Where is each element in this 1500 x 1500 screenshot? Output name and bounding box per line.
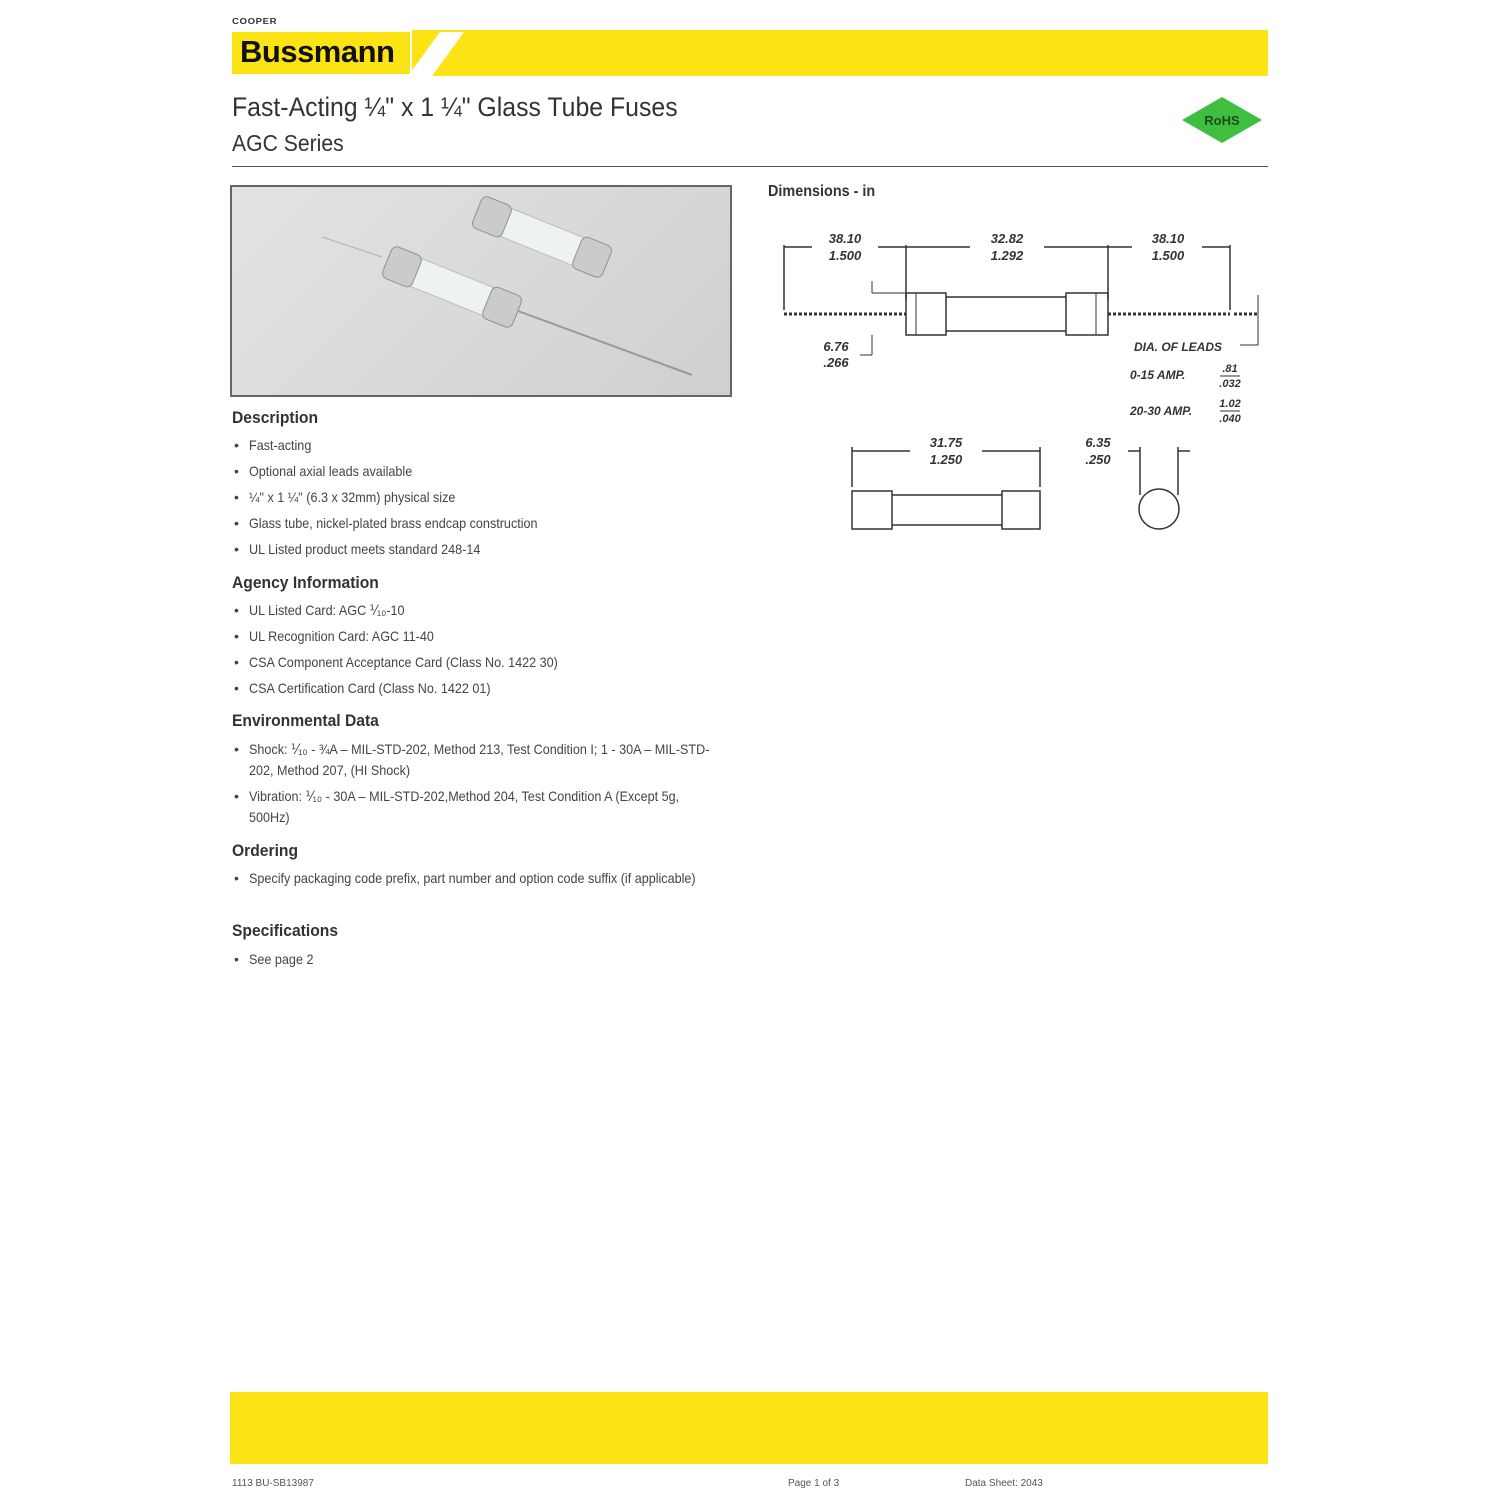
list-item: • Glass tube, nickel-plated brass endcap construction <box>232 513 722 534</box>
list-item: • Vibration: ⅟₁₀ - 30A – MIL-STD-202,Method 204, Test Condition A (Except 5g, 500Hz) <box>232 786 722 828</box>
fuse-front-icon <box>381 245 524 329</box>
svg-text:1.500: 1.500 <box>828 248 862 263</box>
svg-text:0-15 AMP.: 0-15 AMP. <box>1130 368 1186 382</box>
fuse-back-icon <box>471 195 614 279</box>
list-item: • See page 2 <box>232 949 722 970</box>
footer-doc-id: 1113 BU-SB13987 <box>232 1478 314 1489</box>
svg-text:38.10: 38.10 <box>828 231 862 246</box>
svg-text:.040: .040 <box>1219 413 1241 425</box>
footer-page-number: Page 1 of 3 <box>788 1478 840 1489</box>
title-divider <box>232 166 1268 167</box>
list-item: • UL Listed Card: AGC ⅟₁₀-10 <box>232 600 722 621</box>
rohs-label: RoHS <box>1204 113 1240 128</box>
section-heading-specifications: Specifications <box>232 921 339 940</box>
svg-text:.032: .032 <box>1219 378 1241 390</box>
svg-text:1.292: 1.292 <box>990 248 1024 263</box>
svg-text:1.250: 1.250 <box>929 452 963 467</box>
section-heading-ordering: Ordering <box>232 841 299 860</box>
section-heading-agency: Agency Information <box>232 573 379 592</box>
list-item: • ¼" x 1 ¼" (6.3 x 32mm) physical size <box>232 487 722 508</box>
svg-text:.81: .81 <box>1222 363 1238 375</box>
section-heading-description: Description <box>232 408 319 427</box>
product-photo <box>230 185 732 397</box>
dimensions-label: Dimensions - in <box>768 183 876 200</box>
footer-band <box>230 1392 1268 1464</box>
agency-list <box>232 600 722 704</box>
page-title: Fast-Acting ¼" x 1 ¼" Glass Tube Fuses <box>232 92 678 122</box>
svg-text:1.500: 1.500 <box>1151 248 1185 263</box>
section-heading-environmental: Environmental Data <box>232 711 379 730</box>
list-item: • Specify packaging code prefix, part number and option code suffix (if applicable) <box>232 868 722 889</box>
list-item: • Shock: ⅟₁₀ - ¾A – MIL-STD-202, Method 213, Test Condition I; 1 - 30A – MIL-STD-202, Method 207, (HI Shock) <box>232 739 722 781</box>
list-item: • Optional axial leads available <box>232 461 722 482</box>
plain-fuse-drawing <box>852 447 1190 529</box>
svg-text:38.10: 38.10 <box>1151 231 1185 246</box>
dimensions-drawing <box>760 215 1270 545</box>
list-item: • UL Recognition Card: AGC 11-40 <box>232 626 722 647</box>
svg-text:6.35: 6.35 <box>1085 435 1111 450</box>
ordering-list <box>232 868 722 894</box>
footer-data-sheet: Data Sheet: 2043 <box>965 1478 1043 1489</box>
svg-text:.266: .266 <box>823 355 849 370</box>
specifications-list <box>232 949 722 975</box>
svg-text:.250: .250 <box>1085 452 1111 467</box>
environmental-list <box>232 739 722 833</box>
brand-logo: Bussmann <box>240 34 395 69</box>
list-item: • CSA Component Acceptance Card (Class No. 1422 30) <box>232 652 722 673</box>
svg-text:20-30 AMP.: 20-30 AMP. <box>1130 404 1193 418</box>
svg-text:32.82: 32.82 <box>990 231 1024 246</box>
rohs-badge <box>1176 92 1268 148</box>
list-item: • Fast-acting <box>232 435 722 456</box>
brand-parent-logo: COOPER <box>232 17 278 26</box>
svg-text:31.75: 31.75 <box>929 435 963 450</box>
page-subtitle: AGC Series <box>232 130 344 156</box>
description-list <box>232 435 722 565</box>
svg-text:DIA. OF LEADS: DIA. OF LEADS <box>1133 340 1223 354</box>
list-item: • CSA Certification Card (Class No. 1422 01) <box>232 678 722 699</box>
svg-text:6.76: 6.76 <box>823 339 849 354</box>
list-item: • UL Listed product meets standard 248-14 <box>232 539 722 560</box>
svg-text:1.02: 1.02 <box>1219 398 1241 410</box>
